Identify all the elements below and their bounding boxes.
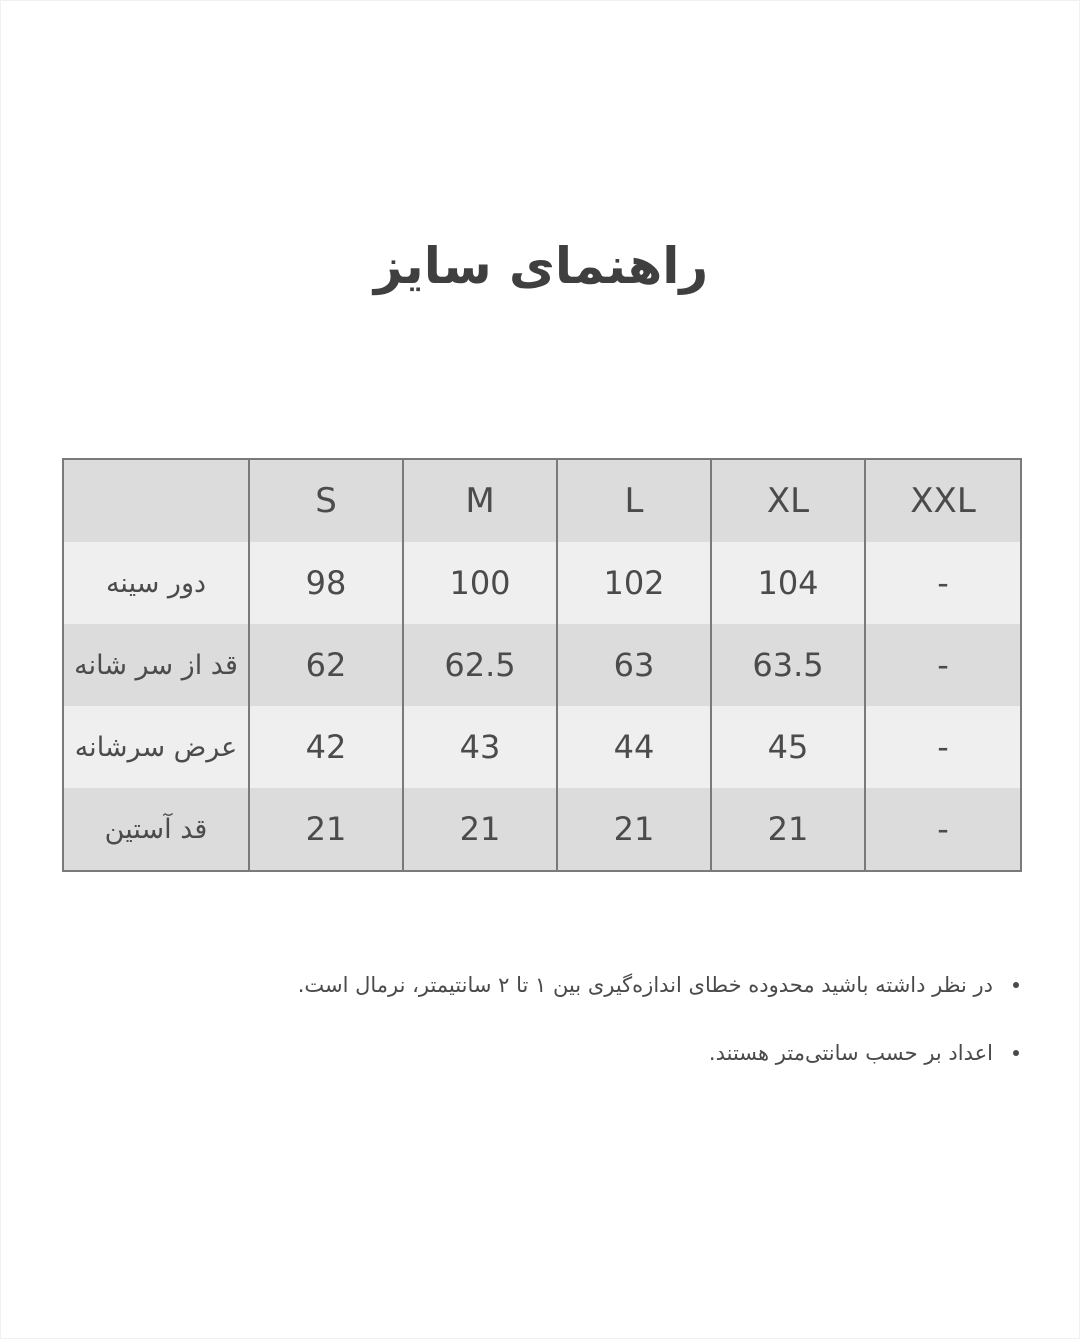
row-label: دور سینه — [63, 542, 249, 624]
note-text: اعداد بر حسب سانتی‌متر هستند. — [708, 1041, 993, 1065]
table-row — [63, 542, 1021, 624]
row-label: قد از سر شانه — [63, 624, 249, 706]
table-cell: 45 — [711, 706, 865, 788]
table-cell: 102 — [557, 542, 711, 624]
table-row — [63, 706, 1021, 788]
row-label: عرض سرشانه — [63, 706, 249, 788]
table-cell: 62 — [249, 624, 403, 706]
table-cell: 63.5 — [711, 624, 865, 706]
table-cell: 42 — [249, 706, 403, 788]
table-cell: 63 — [557, 624, 711, 706]
table-header-row — [63, 459, 1021, 542]
bullet-icon — [1013, 982, 1019, 988]
header-cell-m: M — [403, 459, 557, 542]
notes-list — [219, 967, 1019, 1103]
table-row — [63, 624, 1021, 706]
header-cell-xl: XL — [711, 459, 865, 542]
note-item — [219, 967, 1019, 1003]
table-cell: 44 — [557, 706, 711, 788]
row-label: قد آستین — [63, 788, 249, 871]
table-cell: 43 — [403, 706, 557, 788]
table-cell: 100 — [403, 542, 557, 624]
note-item — [219, 1035, 1019, 1071]
header-cell-l: L — [557, 459, 711, 542]
note-text: در نظر داشته باشید محدوده خطای اندازه‌گیری بین ۱ تا ۲ سانتیمتر، نرمال است. — [297, 973, 993, 997]
page-title: راهنمای سایز — [373, 237, 709, 295]
bullet-icon — [1013, 1050, 1019, 1056]
table-cell: 21 — [249, 788, 403, 871]
table-cell: 21 — [403, 788, 557, 871]
table-cell: - — [865, 542, 1021, 624]
header-cell-empty — [63, 459, 249, 542]
table-cell: - — [865, 788, 1021, 871]
table-cell: 104 — [711, 542, 865, 624]
table-cell: 21 — [557, 788, 711, 871]
header-cell-s: S — [249, 459, 403, 542]
table-row — [63, 788, 1021, 871]
table-cell: - — [865, 624, 1021, 706]
table-cell: 21 — [711, 788, 865, 871]
table-cell: 98 — [249, 542, 403, 624]
size-table — [62, 458, 1022, 872]
table-cell: 62.5 — [403, 624, 557, 706]
header-cell-xxl: XXL — [865, 459, 1021, 542]
table-cell: - — [865, 706, 1021, 788]
